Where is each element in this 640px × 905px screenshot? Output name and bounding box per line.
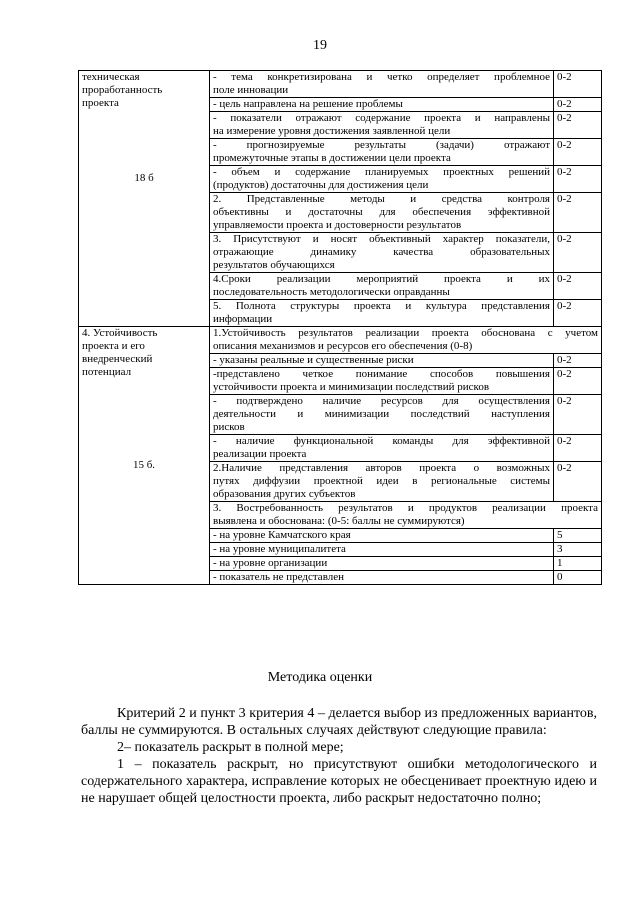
criterion-title-line: проработанность	[82, 84, 163, 96]
cell-line: на измерение уровня достижения заявленной цели	[213, 125, 451, 137]
cell-line: результатов обучающихся	[213, 259, 335, 271]
criterion-max-score: 18 б	[134, 172, 154, 184]
points-cell: 3	[554, 543, 602, 557]
subcriterion-header-cell	[210, 327, 602, 354]
criterion-title-line: проекта	[82, 97, 119, 109]
cell-line: поле инновации	[213, 84, 289, 96]
points-cell: 0-2	[554, 354, 602, 368]
cell-line: - на уровне муниципалитета	[213, 543, 346, 555]
points-cell: 0-2	[554, 71, 602, 98]
points-cell: 0	[554, 571, 602, 585]
cell-line: 3. Присутствуют и носят объективный характер показатели,	[213, 233, 550, 245]
cell-line: последовательность методологически оправданны	[213, 286, 450, 298]
points-cell: 5	[554, 529, 602, 543]
cell-line: 5. Полнота структуры проекта и культура представления	[213, 300, 550, 312]
indicator-cell	[210, 529, 554, 543]
cell-line: 2. Представленные методы и средства контроля	[213, 193, 550, 205]
points-cell: 0-2	[554, 435, 602, 462]
cell-line: -представлено четкое понимание способов повышения	[213, 368, 550, 380]
criteria-table	[78, 70, 602, 585]
cell-line: управляемости проекта и достоверности результатов	[213, 219, 462, 231]
indicator-cell	[210, 395, 554, 435]
cell-line: описания механизмов и ресурсов его обеспечения (0-8)	[213, 340, 473, 352]
indicator-cell	[210, 71, 554, 98]
table-row	[79, 327, 602, 354]
cell-line: - прогнозируемые результаты (задачи) отражают	[213, 139, 550, 151]
criterion-title-line: проекта и его	[82, 340, 145, 352]
indicator-cell	[210, 233, 554, 273]
cell-line: деятельности и минимизации последствий наступления	[213, 408, 550, 420]
criterion-title-cell	[79, 327, 210, 585]
points-cell: 0-2	[554, 193, 602, 233]
indicator-cell	[210, 193, 554, 233]
indicator-cell	[210, 354, 554, 368]
cell-line: образования других субъектов	[213, 488, 356, 500]
criterion-title-cell	[79, 71, 210, 327]
cell-line: 1.Устойчивость результатов реализации проекта обоснована с учетом	[213, 327, 598, 339]
paragraph-score-1: 1 – показатель раскрыт, но присутствуют ошибки методологического и содержательного характера, исправление которых не обесценивает проектную идею и не нарушает общей целостности проекта, либо раскрыт недостаточно полно;	[81, 757, 597, 806]
cell-line: объективны и достаточны для обеспечения эффективной	[213, 206, 550, 218]
cell-line: отражающие динамику качества образовательных	[213, 246, 550, 258]
section-heading: Методика оценки	[267, 670, 373, 685]
indicator-cell	[210, 139, 554, 166]
cell-line: - объем и содержание планируемых проектных решений	[213, 166, 550, 178]
paragraph-score-2: 2– показатель раскрыт в полной мере;	[117, 740, 344, 755]
cell-line: 4.Сроки реализации мероприятий проекта и их	[213, 273, 550, 285]
criterion-title-line: техническая	[82, 71, 140, 83]
indicator-cell	[210, 462, 554, 502]
cell-line: путях диффузии проектной идеи в региональные системы	[213, 475, 550, 487]
criterion-title-line: 4. Устойчивость	[82, 327, 158, 339]
table-row	[79, 71, 602, 98]
cell-line: - цель направлена на решение проблемы	[213, 98, 403, 110]
methodology-text	[81, 705, 597, 807]
indicator-cell	[210, 112, 554, 139]
page-number: 19	[313, 38, 327, 53]
cell-line: устойчивости проекта и минимизации последствий рисков	[213, 381, 490, 393]
criterion-title-line: внедренческий	[82, 353, 153, 365]
points-cell: 0-2	[554, 462, 602, 502]
points-cell: 0-2	[554, 139, 602, 166]
points-cell: 1	[554, 557, 602, 571]
cell-line: - тема конкретизирована и четко определяет проблемное	[213, 71, 550, 83]
points-cell: 0-2	[554, 368, 602, 395]
indicator-cell	[210, 557, 554, 571]
indicator-cell	[210, 571, 554, 585]
points-cell: 0-2	[554, 112, 602, 139]
cell-line: (продуктов) достаточны для достижения цели	[213, 179, 429, 191]
criterion-title-line: потенциал	[82, 366, 132, 378]
indicator-cell	[210, 300, 554, 327]
points-cell: 0-2	[554, 98, 602, 112]
cell-line: - подтверждено наличие ресурсов для осуществления	[213, 395, 550, 407]
points-cell: 0-2	[554, 395, 602, 435]
criterion-max-score: 15 б.	[132, 459, 156, 471]
indicator-cell	[210, 543, 554, 557]
cell-line: 3. Востребованность результатов и продуктов реализации проекта	[213, 502, 598, 514]
indicator-cell	[210, 273, 554, 300]
indicator-cell	[210, 166, 554, 193]
cell-line: промежуточные этапы в достижении цели проекта	[213, 152, 451, 164]
indicator-cell	[210, 98, 554, 112]
points-cell: 0-2	[554, 273, 602, 300]
cell-line: - указаны реальные и существенные риски	[213, 354, 414, 366]
cell-line: - на уровне организации	[213, 557, 328, 569]
cell-line: - показатели отражают содержание проекта и направлены	[213, 112, 550, 124]
points-cell: 0-2	[554, 233, 602, 273]
cell-line: - наличие функциональной команды для эффективной	[213, 435, 550, 447]
cell-line: рисков	[213, 421, 245, 433]
subcriterion-header-cell	[210, 502, 602, 529]
points-cell: 0-2	[554, 166, 602, 193]
cell-line: реализации проекта	[213, 448, 307, 460]
points-cell: 0-2	[554, 300, 602, 327]
cell-line: выявлена и обоснована: (0-5: баллы не суммируются)	[213, 515, 465, 527]
cell-line: - показатель не представлен	[213, 571, 345, 583]
cell-line: - на уровне Камчатского края	[213, 529, 351, 541]
cell-line: 2.Наличие представления авторов проекта о возможных	[213, 462, 550, 474]
indicator-cell	[210, 368, 554, 395]
cell-line: информации	[213, 313, 273, 325]
paragraph-criterion-note: Критерий 2 и пункт 3 критерия 4 – делается выбор из предложенных вариантов, баллы не суммируются. В остальных случаях действуют следующие правила:	[81, 706, 597, 738]
indicator-cell	[210, 435, 554, 462]
